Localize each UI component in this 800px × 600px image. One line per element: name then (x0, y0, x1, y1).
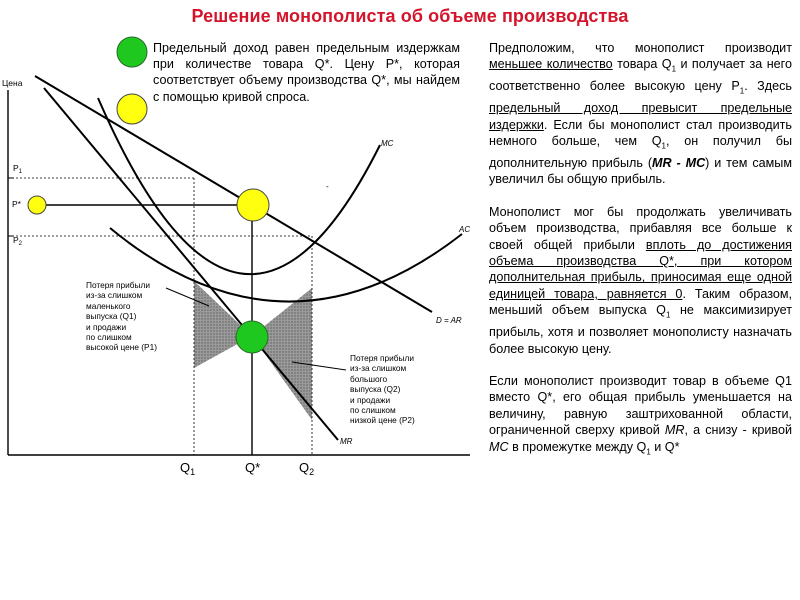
dash-mark: - (326, 182, 329, 191)
y-axis-label: Цена (2, 78, 23, 88)
explanation-paragraph-1: Предположим, что монополист производит меньшее количество товара $Q_1$ и получает за него соответственно более высокую цену $P_1$. Здесь предельный доход превысит предельные издержки. Если бы монополист стал производить немного больше, чем $Q_1$, он получил бы дополнительную прибыль (MR - MC) и тем самым увеличил бы общую прибыль. (489, 41, 792, 187)
mr-label: MR (340, 437, 353, 446)
demand-label: D = AR (436, 316, 462, 325)
right-loss-annotation: Потеря прибыли из-за слишком большого выпуска (Q2) и продажи по слишком низкой цене (P2) (350, 353, 415, 426)
q1-label: $Q_1$ (180, 460, 196, 477)
q-star-label: Q* (245, 460, 261, 475)
loss-area-q2 (252, 288, 312, 420)
left-loss-annotation: Потеря прибыли из-за слишком маленького выпуска (Q1) и продажи по слишком высокой цене (P1) (86, 280, 157, 353)
mr-mc-intersection-marker (236, 321, 268, 353)
explanation-paragraph-3: Если монополист производит товар в объеме Q1 вместо Q*, его общая прибыль уменьшается на величину, равную заштрихованной области, ограниченной сверху кривой MR, а снизу - кривой MC в промежутке между $Q_1$ и Q* (489, 373, 792, 457)
demand-curve (35, 76, 432, 312)
ac-label: AC (459, 225, 471, 234)
explanation-paragraph-2: Монополист мог бы продолжать увеличивать объем производства, прибавляя все больше к своей общей прибыли вплоть до достижения объема производства Q*, при котором дополнительная прибыль, приносимая еще одной единицей товара, равняется 0. Таким образом, меньший объем выпуска $Q_1$ не максимизирует прибыль, хотя и позволяет монополисту назначать более высокую цену. (489, 204, 792, 356)
legend-markers (114, 36, 154, 126)
legend-green-marker (117, 37, 147, 67)
optimum-price-marker (237, 189, 269, 221)
p1-label: $P_1$ (13, 163, 23, 175)
q2-label: $Q_2$ (299, 460, 315, 477)
slide-title: Решение монополиста об объеме производства (191, 6, 629, 26)
equilibrium-note: Предельный доход равен предельным издержкам при количестве товара Q*. Цену P*, которая соответствует объему производства Q*, мы найдем с помощью кривой спроса. (153, 41, 460, 104)
explanation-text (489, 40, 792, 477)
mc-label: MC (381, 139, 394, 148)
legend-yellow-marker (117, 94, 147, 124)
p-star-marker (28, 196, 46, 214)
p2-label: $P_2$ (13, 235, 23, 247)
p-star-label: P* (12, 199, 21, 209)
mr-curve (44, 88, 338, 440)
